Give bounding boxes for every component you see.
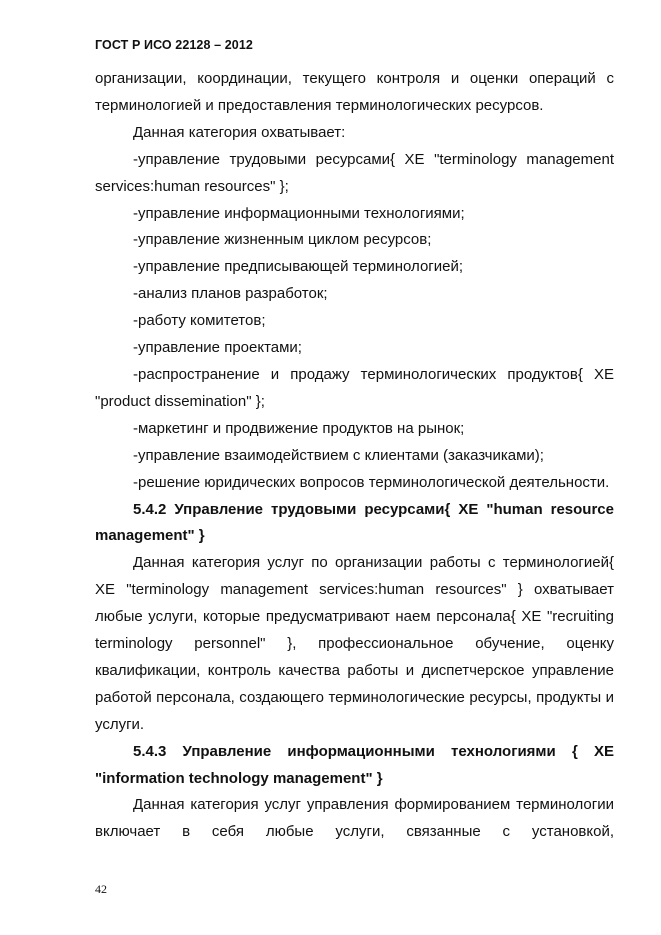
list-item: -управление трудовыми ресурсами{ XE "terminology management services:human resources" }; (95, 150, 614, 195)
paragraph-continuation: организации, координации, текущего контроля и оценки операций с терминологией и предоставления терминологических ресурсов. (95, 70, 614, 114)
list-item: -управление жизненным циклом ресурсов; (133, 231, 432, 249)
list-item: -решение юридических вопросов терминологической деятельности. (133, 473, 610, 491)
document-header: ГОСТ Р ИСО 22128 – 2012 (95, 38, 253, 52)
page-number: 42 (95, 882, 107, 896)
section-heading-5-4-2: 5.4.2 Управление трудовыми ресурсами{ XE "human resource management" } (95, 500, 614, 545)
list-item: -анализ планов разработок; (133, 285, 328, 303)
list-item: -маркетинг и продвижение продуктов на рынок; (133, 419, 465, 437)
paragraph-human-resources: Данная категория услуг по организации работы с терминологией{ XE "terminology management services:human resources" } охватывает любые услуги, которые предусматривают наем персонала{ XE "recruiting terminology personnel" }, профессиональное обучение, оценку квалификации, контроль качества работы и диспетчерское управление работой персонала, создающего терминологические ресурсы, продукты и услуги. (95, 554, 614, 733)
page-body (95, 66, 614, 846)
list-item: -работу комитетов; (133, 312, 266, 330)
section-heading-5-4-3: 5.4.3 Управление информационными технологиями { XE "information technology management" } (95, 742, 614, 787)
paragraph-intro: Данная категория охватывает: (133, 123, 346, 141)
list-item: -управление проектами; (133, 339, 302, 357)
paragraph-it-management: Данная категория услуг управления формированием терминологии включает в себя любые услуги, связанные с установкой, (95, 796, 614, 841)
list-item: -управление взаимодействием с клиентами (заказчиками); (133, 446, 544, 464)
list-item: -распространение и продажу терминологических продуктов{ XE "product dissemination" }; (95, 365, 614, 410)
list-item: -управление информационными технологиями; (133, 204, 465, 222)
list-item: -управление предписывающей терминологией; (133, 258, 464, 276)
